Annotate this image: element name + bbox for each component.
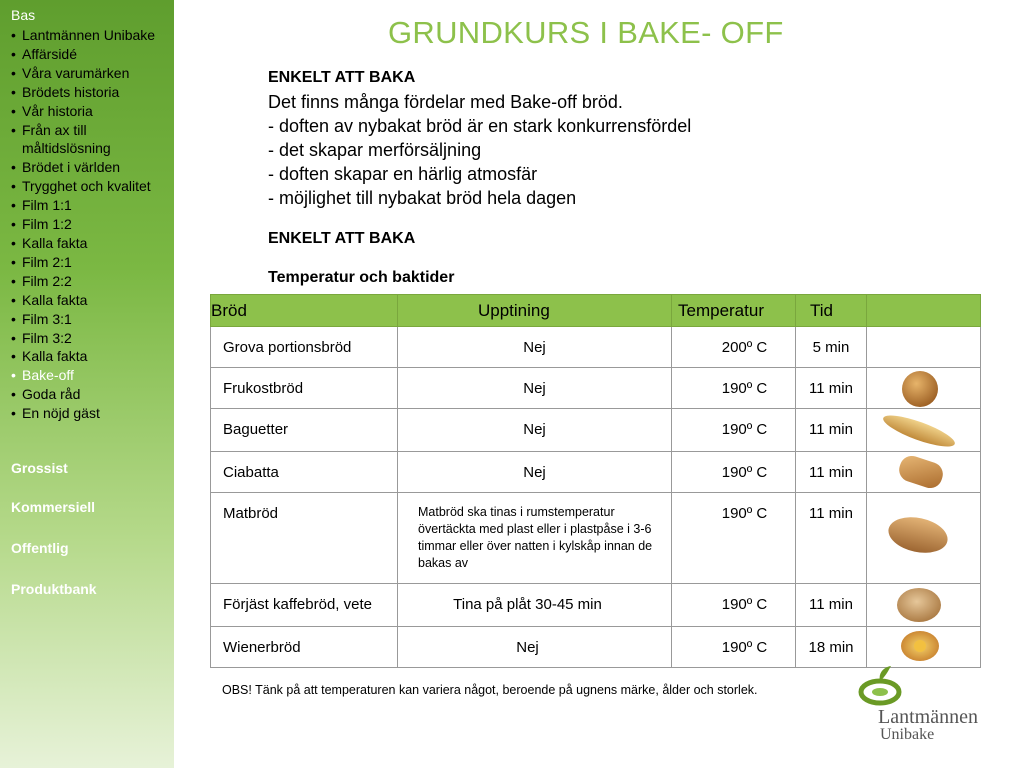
sidebar-item-film-2-2[interactable]: • Film 2:2 xyxy=(10,272,174,291)
thaw-info: Tina på plåt 30-45 min xyxy=(453,596,602,613)
column-header-brod: Bröd xyxy=(211,295,398,327)
bread-name: Ciabatta xyxy=(223,464,279,481)
thaw-info: Nej xyxy=(523,339,546,356)
section-link-kommersiell[interactable]: Kommersiell xyxy=(11,499,96,515)
baguette-image xyxy=(879,411,959,451)
sidebar-nav xyxy=(0,0,174,768)
sidebar-item-brodet-i-varlden[interactable]: • Brödet i världen xyxy=(10,158,174,177)
bake-time: 18 min xyxy=(808,639,854,656)
sidebar-item-film-2-1[interactable]: • Film 2:1 xyxy=(10,253,174,272)
temperature: 190º C xyxy=(721,505,768,522)
temperature-note: OBS! Tänk på att temperaturen kan variera något, beroende på ugnens märke, ålder och storlek. xyxy=(222,683,758,697)
bread-name: Matbröd xyxy=(223,505,279,522)
coffee-bread-image xyxy=(895,586,943,624)
bread-image-cell xyxy=(867,409,981,452)
column-header-temperatur: Temperatur xyxy=(672,295,796,327)
bake-time: 11 min xyxy=(809,505,853,522)
temperature: 190º C xyxy=(721,464,768,481)
temperature: 200º C xyxy=(721,339,768,356)
logo-name: Lantmännen xyxy=(878,706,978,728)
table-row xyxy=(211,627,981,668)
bake-time: 11 min xyxy=(809,421,853,438)
intro-block xyxy=(268,66,691,210)
bread-name: Frukostbröd xyxy=(223,380,304,397)
table-row xyxy=(211,409,981,452)
sidebar-item-lantmannen-unibake[interactable]: • Lantmännen Unibake xyxy=(10,26,174,45)
column-header-tid: Tid xyxy=(796,295,867,327)
bread-name: Wienerbröd xyxy=(223,639,301,656)
sidebar-item-en-nojd-gast[interactable]: • En nöjd gäst xyxy=(10,404,174,423)
sidebar-item-brodets-historia[interactable]: • Brödets historia xyxy=(10,83,174,102)
sidebar-item-affarside[interactable]: • Affärsidé xyxy=(10,45,174,64)
thaw-info: Nej xyxy=(523,464,546,481)
thaw-info: Nej xyxy=(523,421,546,438)
bake-time: 11 min xyxy=(809,464,853,481)
sidebar-item-goda-rad[interactable]: • Goda råd xyxy=(10,385,174,404)
section-heading: ENKELT ATT BAKA xyxy=(268,230,416,247)
intro-line: Det finns många fördelar med Bake-off bröd. xyxy=(268,92,623,112)
intro-line: - doften av nybakat bröd är en stark konkurrensfördel xyxy=(268,116,692,136)
bread-image-cell xyxy=(867,452,981,493)
bread-image-cell xyxy=(867,327,981,368)
sidebar-item-film-1-1[interactable]: • Film 1:1 xyxy=(10,196,174,215)
sidebar-item-bake-off[interactable]: • Bake-off xyxy=(10,366,174,385)
sidebar-item-trygghet-och-kvalitet[interactable]: • Trygghet och kvalitet xyxy=(10,177,174,196)
sidebar-item-var-historia[interactable]: • Vår historia xyxy=(10,102,174,121)
thaw-info: Matbröd ska tinas i rumstemperatur övertäckta med plast eller i plastpåse i 3-6 timmar eller över natten i kylskåp innan de bakas av xyxy=(418,505,653,570)
sidebar-item-film-1-2[interactable]: • Film 1:2 xyxy=(10,215,174,234)
lantmannen-unibake-logo xyxy=(858,665,1008,745)
table-header-row xyxy=(211,295,981,327)
intro-heading: ENKELT ATT BAKA xyxy=(268,69,416,86)
sidebar-item-kalla-fakta-1[interactable]: • Kalla fakta xyxy=(10,234,174,253)
bake-time: 11 min xyxy=(809,596,853,613)
table-row xyxy=(211,493,981,584)
breakfast-roll-image xyxy=(899,370,941,408)
sidebar-item-film-3-2[interactable]: • Film 3:2 xyxy=(10,329,174,348)
baking-table xyxy=(210,294,981,668)
table-row xyxy=(211,452,981,493)
sidebar-item-kalla-fakta-2[interactable]: • Kalla fakta xyxy=(10,291,174,310)
logo-subtitle: Unibake xyxy=(880,726,935,743)
intro-line: - doften skapar en härlig atmosfär xyxy=(268,164,538,184)
section-link-produktbank[interactable]: Produktbank xyxy=(11,581,97,597)
temperature: 190º C xyxy=(721,639,768,656)
temperature: 190º C xyxy=(721,596,768,613)
bread-name: Baguetter xyxy=(223,421,289,438)
temperature: 190º C xyxy=(721,421,768,438)
column-header-upptining: Upptining xyxy=(398,295,672,327)
intro-line: - det skapar merförsäljning xyxy=(268,140,482,160)
sidebar-item-kalla-fakta-3[interactable]: • Kalla fakta xyxy=(10,347,174,366)
bread-name: Grova portionsbröd xyxy=(223,339,352,356)
section-link-grossist[interactable]: Grossist xyxy=(11,460,68,476)
ciabatta-image xyxy=(893,454,949,490)
section-subheading: Temperatur och baktider xyxy=(268,269,455,286)
bread-name: Förjäst kaffebröd, vete xyxy=(223,596,372,613)
bake-time: 5 min xyxy=(812,339,850,356)
sidebar-heading[interactable]: Bas xyxy=(11,7,36,23)
page-title: GRUNDKURS I BAKE- OFF xyxy=(388,15,784,50)
column-header-image xyxy=(867,295,981,327)
sidebar-item-vara-varumarken[interactable]: • Våra varumärken xyxy=(10,64,174,83)
bread-image-cell xyxy=(867,584,981,627)
bread-image-cell xyxy=(867,627,981,668)
table-row xyxy=(211,327,981,368)
sidebar-item-film-3-1[interactable]: • Film 3:1 xyxy=(10,310,174,329)
bake-time: 11 min xyxy=(809,380,853,397)
table-row xyxy=(211,368,981,409)
temperature: 190º C xyxy=(721,380,768,397)
sidebar-menu xyxy=(10,26,174,423)
bread-image-cell xyxy=(867,493,981,584)
thaw-info: Nej xyxy=(516,639,539,656)
matbrod-image xyxy=(885,511,951,559)
leaf-logo-icon xyxy=(858,665,908,709)
bread-image-cell xyxy=(867,368,981,409)
section-link-offentlig[interactable]: Offentlig xyxy=(11,540,69,556)
sidebar-item-fran-ax-till-maltidslosning[interactable]: • Från ax till måltidslösning xyxy=(10,121,174,159)
intro-line: - möjlighet till nybakat bröd hela dagen xyxy=(268,188,577,208)
danish-pastry-image xyxy=(899,629,941,663)
table-row xyxy=(211,584,981,627)
thaw-info: Nej xyxy=(523,380,546,397)
